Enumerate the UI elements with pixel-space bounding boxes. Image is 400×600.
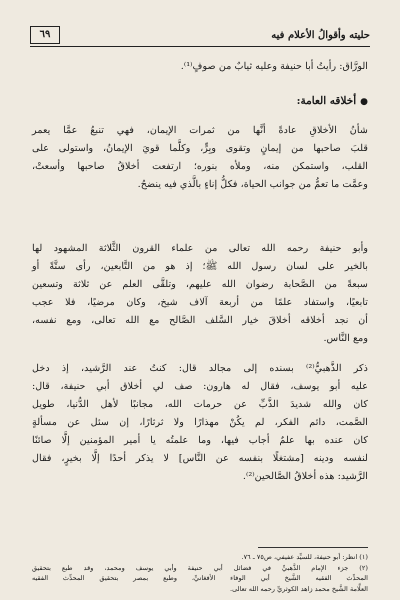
intro-paragraph [32, 58, 368, 76]
text-line: شأنُ الأخلاقِ عادةً أنَّها من ثمرات الإيمان، فهي تنبعُ عمَّا يعمر [32, 125, 368, 136]
text-line: كان والله شديدَ الذَّبِّ عن حرمات الله، مجانبًا لأهل الدُّنيا، طويل [32, 399, 368, 410]
text-line: بالخير على لسان رسول الله ﷺ؛ إذ هو من التَّابعين، رأى ستَّةً أو [32, 261, 368, 272]
text-line: الرَّشيد: هذه أخلاقُ الصَّالحين⁽²⁾. [242, 471, 368, 482]
page-number: ٦٩ [30, 26, 60, 44]
footnote-1: (١) انظر: أبو حنيفة، للسيِّد عفيفي، ص٧٥ ـ ٧٦. [241, 553, 368, 561]
footnotes [32, 552, 368, 594]
footnote-rule [258, 547, 368, 548]
text-line: ذكر الذَّهبيُّ⁽²⁾ بسنده إلى مجالد قال: كنتُ عند الرَّشيد، إذ دخل [32, 363, 368, 374]
text-line: الصَّمت، دائم الفكر، لم يكُنْ مهذارًا ولا ثرثارًا، إن سئل عن مسألةٍ [32, 417, 368, 428]
header-rule [30, 46, 370, 47]
paragraph-3 [32, 360, 368, 486]
intro-line: الورَّاق: رأيتُ أبا حنيفة وعليه ثيابٌ من صوفٍ⁽¹⁾. [180, 61, 368, 72]
footnote-2: (٢) جزء الإمام الذَّهبيِّ في فضائل أبي حنيفة وأبي يوسف ومحمد، وقد طبع بتحقيق [32, 563, 368, 572]
page-header [30, 24, 370, 50]
bullet-icon: ● [360, 97, 368, 107]
text-line: أن نجد أخلاقه أخلاقَ خيار السَّلف الصَّالح مع الله تعالى، ومع نفسه، [32, 315, 368, 326]
text-line: وعمَّت ما تعمُّ من جوانب الحياة، فكلُّ إناءٍ بالَّذي فيه ينضحُ. [137, 179, 368, 190]
text-line: قلبَ صاحبها من إيمانٍ وتقوى وبِرٍّ، وكلَّما قويَ الإيمانُ، واستولى على [32, 143, 368, 154]
text-line: سبعةً من الصَّحابة رضوان الله عليهم، وتلقَّى العلم عن ثلاثة وتسعين [32, 279, 368, 290]
paragraph-1 [32, 122, 368, 194]
text-line: لنفسه ودينه [مشتغلًا بنفسه عن النَّاس] لا يذكر أحدًا إلَّا بخيرٍ، فقال [32, 453, 368, 464]
text-line: تابعيًا، واستفاد علمًا من أربعة آلاف شيخ، وكان مرضيًا، فلا عجب [32, 297, 368, 308]
section-heading [297, 95, 368, 107]
text-line: القلب، واستمكن منه، وملأه بنوره؛ ارتفعت أخلاقُ صاحبها وأسعتْ، [32, 161, 368, 172]
text-line: كان عنده بها علمٌ أجاب فيها، وما علمتُه يا أمير المؤمنين إلَّا صائنًا [32, 435, 368, 446]
footnote-2-end: العلَّامة الشَّيخ محمد زاهد الكوثريِّ رحمه الله تعالى. [230, 584, 368, 593]
running-title: حليته وأقوالُ الأعلام فيه [271, 30, 370, 41]
text-line: ومع النَّاس. [323, 333, 368, 344]
section-heading-text: أخلاقه العامة: [296, 95, 357, 107]
text-line: عليه أبو يوسف، فقال له هارون: صف لي أخلاق أبي حنيفة، قال: [32, 381, 368, 392]
footnote-2-cont: المحدِّث الفقيه الشَّيخ أبي الوفاء الأفغانيِّ، وطبع بمصر بتحقيق المحدِّث الفقيه [32, 574, 368, 582]
paragraph-2 [32, 240, 368, 348]
text-line: وأبو حنيفة رحمه الله تعالى من علماء القرون الثَّلاثة المشهود لها [32, 243, 368, 254]
